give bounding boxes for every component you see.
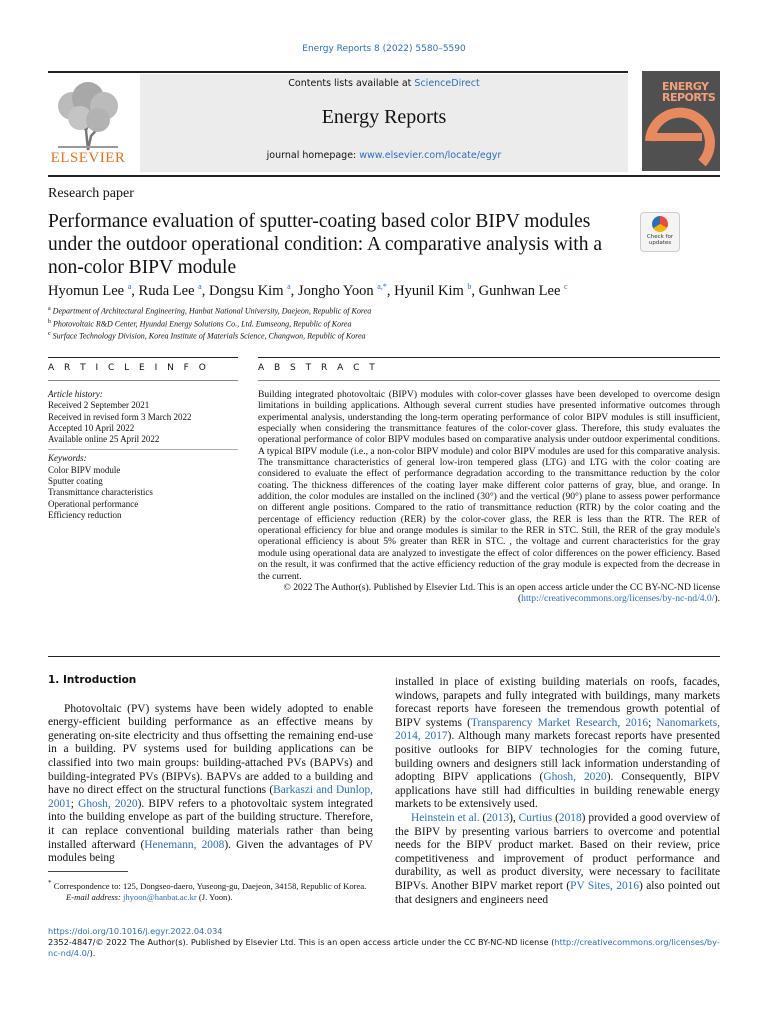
journal-citation[interactable]: Energy Reports 8 (2022) 5580–5590 — [302, 44, 466, 54]
keyword: Sputter coating — [48, 476, 103, 487]
author[interactable]: Hyunil Kim $^b$ — [394, 282, 472, 299]
citation-link[interactable]: Transparency Market Research, 2016 — [470, 716, 649, 729]
keyword: Operational performance — [48, 498, 139, 509]
intro-paragraph: Heinstein et al. (2013), Curtius (2018) provided a good overview of the BIPV by presenting various barriers to overcome and potential needs for the BIPV product market. Based on their review, price competitiveness and improvement of product performance and durability, as well as product diversity, were necessary to facilitate BIPVs. Another BIPV market report (PV Sites, 2016) also pointed out that designers and engineers need — [395, 811, 720, 906]
abstract — [258, 389, 720, 605]
check-for-updates-badge[interactable] — [640, 212, 680, 252]
abstract-subrule — [258, 380, 720, 381]
cover-title-line1: ENERGY — [662, 80, 709, 93]
journal-homepage-link[interactable]: www.elsevier.com/locate/egyr — [359, 150, 502, 161]
author[interactable]: Hyomun Lee $^a$ — [48, 282, 132, 299]
author[interactable]: Jongho Yoon $^{a,*}$ — [297, 282, 387, 299]
author[interactable]: Ruda Lee $^a$ — [138, 282, 202, 299]
abstract-rule — [258, 357, 720, 358]
body-rule — [48, 656, 720, 657]
citation-link[interactable]: PV Sites, 2016 — [570, 879, 640, 892]
affiliation: $^c$ Surface Technology Division, Korea Institute of Materials Science, Changwon, Republic of Korea — [48, 331, 366, 341]
author-list: Hyomun Lee $^a$, Ruda Lee $^a$, Dongsu Kim $^a$, Jongho Yoon $^{a,*}$, Hyunil Kim $^b$, Gunhwan Lee $^c$ — [48, 282, 568, 299]
contents-line — [140, 78, 628, 89]
online-date: Available online 25 April 2022 — [48, 434, 160, 445]
contents-prefix: Contents lists available at — [288, 78, 415, 89]
citation-link[interactable]: Nanomarkets, 2014, 2017 — [395, 716, 720, 743]
correspondence-address: * Correspondence to: 125, Dongseo-daero, Yuseong-gu, Daejeon, 34158, Republic of Korea. — [48, 879, 367, 891]
copyright-line: 2352-4847/© 2022 The Author(s). Published by Elsevier Ltd. This is an open access article under the CC BY-NC-ND license (http://creativecommons.org/licenses/by-nc-nd/4.0/). — [48, 937, 720, 958]
author[interactable]: Dongsu Kim $^a$ — [208, 282, 291, 299]
history-label: Article history: — [48, 389, 103, 399]
affiliation: $^a$ Department of Architectural Engineering, Hanbat National University, Daejeon, Republic of Korea — [48, 306, 372, 316]
keyword: Color BIPV module — [48, 464, 121, 475]
keywords-label: Keywords: — [48, 453, 87, 464]
footer-license-link[interactable]: http://creativecommons.org/licenses/by-nc-nd/4.0/ — [48, 937, 720, 958]
abstract-text: Building integrated photovoltaic (BIPV) modules with color-cover glasses have been developed to overcome design limitations in building applications. Although several current studies have presented informative outcomes through experimental analysis, understanding the long-term operating performance of color BIPV modules is still insufficient, especially when considering the transmittance features of the color-cover glass. Therefore, this study evaluates the operational performance of color BIPV modules based on comparative analysis under outdoor experimental conditions. A typical BIPV module (i.e., a non-color BIPV module) and color BIPV modules are used for this comparative analysis. The transmittance characteristics of general low-iron tempered glass (LTG) and LTG with the color coating are considered to evaluate the effect of performance degradation according to the transmittance reduction by the color coating. The thickness differences of the coating layer make different color patterns of gray, blue, and orange. In addition, the color modules are installed on the inclined (30°) and the vertical (90°) plane to assess power performance on different angle positions. Compared to the ratio of transmittance reduction (RTR) by the color coating and the percentage of efficiency reduction (RER) by the color-cover glass, the RER is less than the RTR. The RER of operational efficiency for blue and orange modules is similar to the RER in STC. Still, the RER of the gray module's operational efficiency is about 5% greater than RER in STC. , the voltage and current characteristics for the gray module using operational data are analyzed to investigate the effect of color differences on the power efficiency. Based on the result, it was confirmed that the active efficiency reduction of the gray module is expected from the decrease in the current. — [258, 389, 720, 582]
paper-title: Performance evaluation of sputter-coating based color BIPV modules under the outdoor operational condition: A comparative analysis with a non-color BIPV module — [48, 211, 602, 278]
journal-homepage-line — [140, 150, 628, 161]
homepage-prefix: journal homepage: — [266, 150, 360, 161]
sciencedirect-link[interactable]: ScienceDirect — [414, 78, 480, 89]
journal-title[interactable]: Energy Reports — [321, 106, 447, 128]
author[interactable]: Gunhwan Lee $^c$ — [478, 282, 568, 299]
correspondence-footnote — [48, 878, 373, 903]
citation-link[interactable]: Ghosh, 2020 — [543, 771, 607, 784]
page-footer — [48, 926, 720, 959]
keyword: Efficiency reduction — [48, 509, 122, 520]
article-type: Research paper — [48, 186, 134, 201]
received-date: Received 2 September 2021 — [48, 400, 150, 411]
doi-link[interactable]: https://doi.org/10.1016/j.egyr.2022.04.034 — [48, 926, 223, 936]
section-heading-introduction: 1. Introduction — [48, 674, 137, 686]
check-updates-label: Check for updates — [646, 234, 674, 246]
check-updates-icon — [652, 216, 668, 232]
article-info-rule — [48, 357, 238, 358]
accepted-date: Accepted 10 April 2022 — [48, 422, 135, 433]
abstract-heading: A B S T R A C T — [258, 363, 379, 373]
keywords-rule — [48, 449, 238, 450]
cover-title-line2: REPORTS — [662, 91, 716, 104]
body-column-right — [395, 676, 720, 907]
citation-link[interactable]: Curtius — [518, 811, 553, 824]
affiliation: $^b$ Photovoltaic R&D Center, Hyundai Energy Solutions Co., Ltd. Eumseong, Republic of Korea — [48, 318, 352, 329]
article-info-subrule — [48, 380, 238, 381]
revised-date: Received in revised form 3 March 2022 — [48, 411, 192, 422]
email-link[interactable]: jhyoon@hanbat.ac.kr — [122, 891, 197, 902]
citation-link[interactable]: Ghosh, 2020 — [78, 797, 138, 810]
citation-link[interactable]: Barkaszi and Dunlop, 2001 — [48, 784, 373, 810]
citation-link[interactable]: Heinstein et al. — [411, 811, 480, 824]
elsevier-wordmark: ELSEVIER — [50, 150, 126, 166]
article-info-heading: A R T I C L E I N F O — [48, 363, 210, 373]
citation-year-link[interactable]: 2013 — [486, 811, 510, 824]
footnote-rule — [48, 871, 128, 872]
keyword: Transmittance characteristics — [48, 487, 153, 498]
article-info — [48, 389, 243, 521]
citation-link[interactable]: Henemann, 2008 — [144, 838, 225, 851]
journal-cover-thumbnail[interactable] — [642, 71, 720, 171]
top-rule — [48, 71, 628, 73]
email-line: E-mail address: jhyoon@hanbat.ac.kr (J. Yoon). — [66, 891, 233, 902]
cover-title — [662, 81, 715, 103]
abstract-license: © 2022 The Author(s). Published by Elsevier Ltd. This is an open access article under the CC BY-NC-ND license (http://creativecommons.org/licenses/by-nc-nd/4.0/). — [283, 581, 720, 605]
intro-paragraph: Photovoltaic (PV) systems have been widely adopted to enable energy-efficient building performance as an effective means by generating on-site electricity and thus offsetting the remaining end-use in a building. PV systems used for building applications can be classified into two main groups: building-attached PVs (BAPVs) and building-integrated PVs (BIPVs). BAPVs are added to a building and have no direct effect on the structural functions (Barkaszi and Dunlop, 2001; Ghosh, 2020). BIPV refers to a photovoltaic system integrated into the building envelope as part of the building structure. Therefore, it can replace conventional building materials rather than being installed afterward (Henemann, 2008). Given the advantages of PV modules being — [48, 702, 373, 865]
license-link[interactable]: http://creativecommons.org/licenses/by-nc-nd/4.0/ — [521, 593, 715, 605]
affiliations — [48, 304, 728, 342]
citation-year-link[interactable]: 2018 — [558, 811, 582, 824]
intro-paragraph-continued: installed in place of existing building materials on roofs, facades, windows, parapets and fully integrated with buildings, many markets forecast reports have foreseen the tremendous growth potential of BIPV systems (Transparency Market Research, 2016; Nanomarkets, 2014, 2017). Although many markets forecast reports have presented positive outlooks for BIPV technologies for the coming future, building owners and designers still lack information understanding of adopting BIPV applications (Ghosh, 2020). Consequently, BIPV applications have still had difficulties in building renewable energy markets to be extensively used. — [395, 676, 721, 811]
body-column-left — [48, 674, 373, 866]
masthead-rule — [48, 175, 720, 177]
